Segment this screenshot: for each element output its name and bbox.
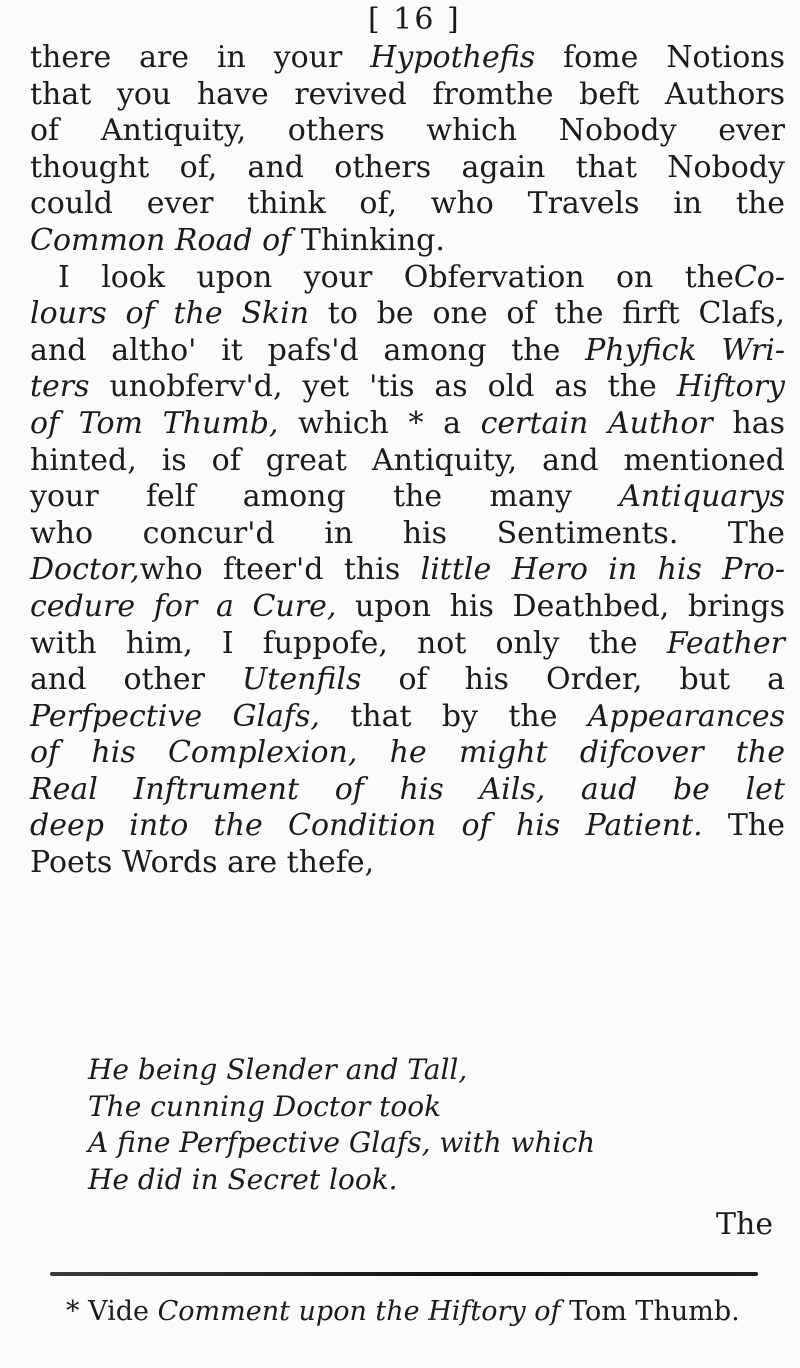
text-run: upon his Deathbed, brings <box>336 588 785 624</box>
text-run: there are in your <box>30 40 371 75</box>
italic-run: Doctor, <box>30 552 140 588</box>
text-line <box>30 516 785 553</box>
verse-line: He being Slender and Tall, <box>88 1053 468 1086</box>
footnote-rule <box>50 1272 758 1276</box>
text-line <box>30 369 785 406</box>
italic-run: Appearances <box>587 698 785 734</box>
footnote-prefix: Vide <box>88 1296 158 1327</box>
text-line <box>30 223 785 260</box>
body-text <box>30 40 785 882</box>
text-run: who concur'd in his Sentiments. The <box>30 515 785 551</box>
text-line <box>30 40 785 77</box>
text-line <box>30 77 785 114</box>
text-line <box>30 443 785 480</box>
text-line <box>30 479 785 516</box>
text-run: to be one of the firft Clafs, <box>309 296 785 332</box>
text-line <box>30 260 785 297</box>
text-line <box>30 150 785 187</box>
italic-run: of Tom Thumb, <box>30 405 279 441</box>
text-run: who fteer'd this <box>139 552 421 588</box>
verse-line: He did in Secret look. <box>88 1162 398 1196</box>
footnote-mark: * <box>66 1296 80 1327</box>
footnote-italic: Comment upon the Hiftory of <box>157 1296 561 1327</box>
italic-run: Common Road of <box>30 222 292 258</box>
footnote <box>66 1295 766 1329</box>
italic-run: Perfpective Glafs, <box>30 698 320 734</box>
italic-run: Hypothefis <box>370 40 536 75</box>
italic-run: Antiquarys <box>619 479 785 515</box>
italic-run: Co- <box>733 259 785 295</box>
text-run: your felf among the many <box>30 479 620 515</box>
text-run: that you have revived fromthe beft Authors <box>30 76 785 112</box>
text-run: fome Notions <box>535 40 785 75</box>
text-line <box>30 772 785 809</box>
page-number: [ 16 ] <box>368 2 461 37</box>
verse-quotation <box>88 1052 728 1198</box>
footnote-tail: Tom Thumb. <box>560 1296 740 1327</box>
text-run: Poets Words are thefe, <box>30 845 375 881</box>
text-run: hinted, is of great Antiquity, and mentioned <box>30 442 785 478</box>
italic-run: cedure for a Cure, <box>30 588 337 624</box>
text-line <box>30 186 785 223</box>
italic-run: Hiftory <box>676 369 785 405</box>
text-run: unobferv'd, yet 'tis as old as the <box>89 369 677 405</box>
text-line <box>30 333 785 370</box>
text-line <box>30 113 785 150</box>
verse-line: A fine Perfpective Glafs, with which <box>88 1126 596 1160</box>
italic-run: lours of the Skin <box>30 296 310 332</box>
italic-run: deep into the Condition of his Patient. <box>30 808 703 844</box>
verse-line: The cunning Doctor took <box>88 1089 442 1123</box>
text-line <box>30 735 785 772</box>
text-run: and other <box>30 662 242 698</box>
italic-run: Real Inftrument of his Ails, aud be let <box>30 771 785 807</box>
text-run: with him, I fuppofe, not only the <box>30 625 667 661</box>
italic-run: Utenfils <box>242 662 362 698</box>
text-line <box>30 662 785 699</box>
text-line <box>30 296 785 333</box>
text-run: could ever think of, who Travels in the <box>30 186 785 222</box>
text-run: of Antiquity, others which Nobody ever <box>30 113 785 149</box>
italic-run: ters <box>30 369 90 405</box>
text-run: has <box>712 405 785 441</box>
text-line <box>30 699 785 736</box>
italic-run: of his Complexion, he might difcover the <box>30 735 785 771</box>
text-run: which * a <box>278 405 481 441</box>
text-run: thought of, and others again that Nobody <box>30 149 785 185</box>
catchword: The <box>716 1207 774 1242</box>
text-line <box>30 406 785 443</box>
text-line <box>30 552 785 589</box>
text-line <box>30 626 785 663</box>
italic-run: certain Author <box>480 405 713 441</box>
italic-run: little Hero in his Pro- <box>420 552 785 588</box>
text-line <box>30 589 785 626</box>
text-run: I look upon your Obfervation on the <box>58 259 734 295</box>
italic-run: Feather <box>666 625 785 661</box>
text-run: Thinking. <box>291 222 445 258</box>
text-run: of his Order, but a <box>361 662 785 698</box>
text-run: that by the <box>319 698 588 734</box>
italic-run: Phyfick Wri- <box>585 332 785 368</box>
text-run: and altho' it pafs'd among the <box>30 332 586 368</box>
text-run: The <box>702 808 786 844</box>
text-line <box>30 808 785 845</box>
text-line <box>30 845 785 882</box>
